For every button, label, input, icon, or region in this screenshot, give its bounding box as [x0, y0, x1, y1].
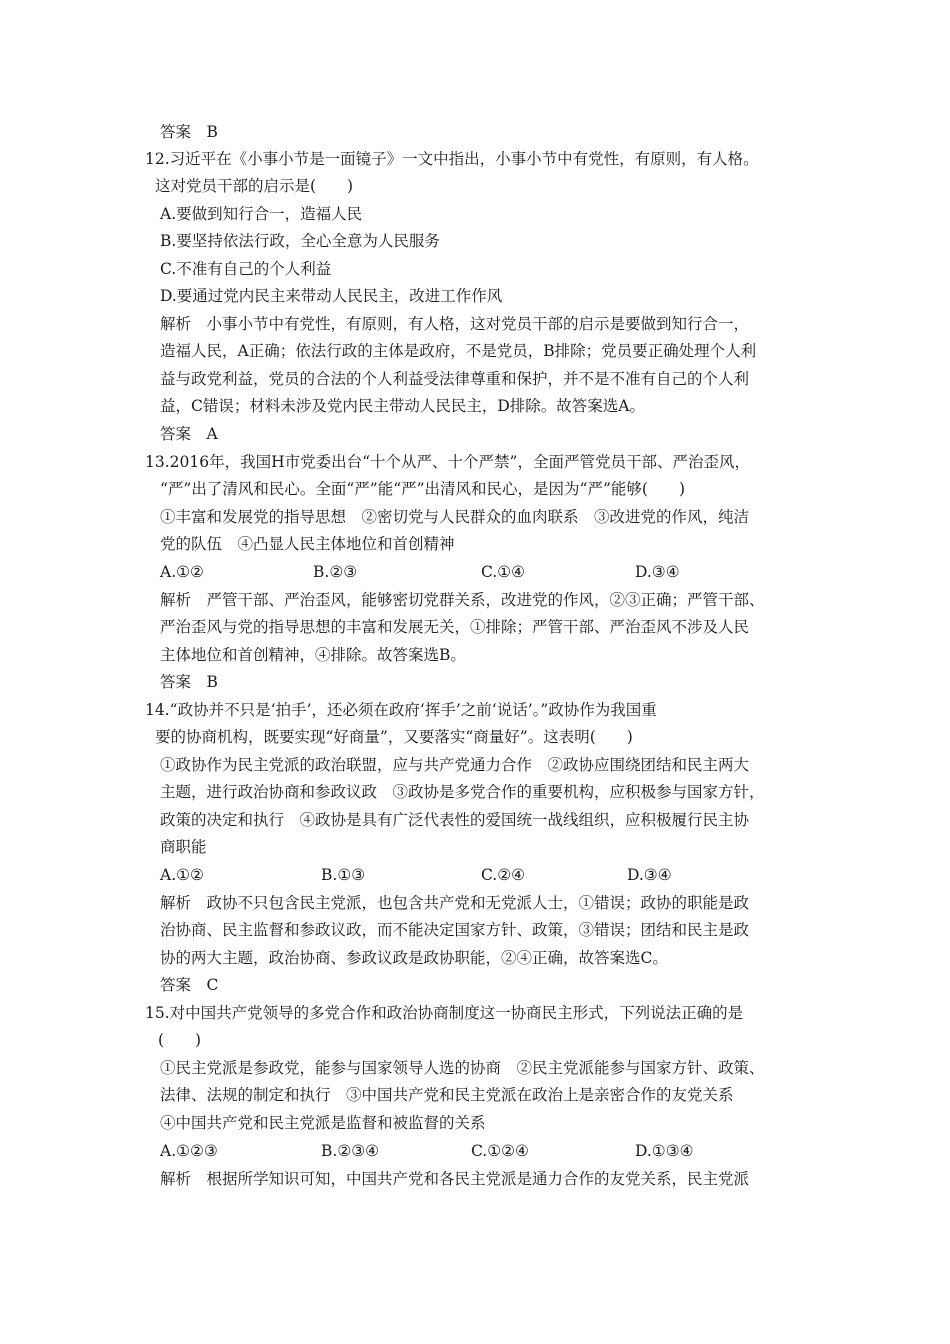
q14-analysis-line: 治协商、民主监督和参政议政，而不能决定国家方针、政策，③错误；团结和民主是政 [160, 921, 750, 939]
q13-analysis-line: 解析 严管干部、严治歪风，能够密切党群关系，改进党的作风，②③正确；严管干部、 [160, 591, 765, 609]
q12-analysis-line: 益与政党利益，党员的合法的个人利益受法律尊重和保护，并不是不准有自己的个人利 [160, 370, 750, 388]
q15-stem-line: ( ) [158, 1031, 202, 1049]
q15-option-c: C.①②④ [471, 1142, 529, 1160]
q14-option-d: D.③④ [627, 866, 672, 884]
q15-stem-line: ①民主党派是参政党，能参与国家领导人选的协商 ②民主党派能参与国家方针、政策、 [160, 1059, 765, 1077]
q15-stem-line: ④中国共产党和民主党派是监督和被监督的关系 [160, 1114, 486, 1132]
q14-stem-line: 商职能 [160, 838, 207, 856]
q14-analysis-line: 协的两大主题，政治协商、参政议政是政协职能，②④正确，故答案选C。 [160, 949, 668, 967]
q13-stem-line: 13.2016年，我国H市党委出台“十个从严、十个严禁”，全面严管党员干部、严治歪风， [145, 453, 750, 471]
q14-option-c: C.②④ [481, 866, 526, 884]
q14-stem-line: 14.“政协并不只是‘拍手’，还必须在政府‘挥手’之前‘说话’。”政协作为我国重 [145, 701, 657, 719]
q14-stem-line: ①政协作为民主党派的政治联盟，应与共产党通力合作 ②政协应围绕团结和民主两大 [160, 756, 750, 774]
q12-analysis-line: 益，C错误；材料未涉及党内民主带动人民民主，D排除。故答案选A。 [160, 397, 645, 415]
q14-stem-line: 要的协商机构，既要实现“好商量”，又要落实“商量好”。这表明( ) [155, 728, 633, 746]
q14-stem-line: 主题，进行政治协商和参政议政 ③政协是多党合作的重要机构，应积极参与国家方针， [160, 783, 765, 801]
q14-stem-line: 政策的决定和执行 ④政协是具有广泛代表性的爱国统一战线组织，应积极履行民主协 [160, 811, 750, 829]
q12-answer: 答案 A [160, 425, 218, 443]
q12-analysis-line: 造福人民，A正确；依法行政的主体是政府，不是党员，B排除；党员要正确处理个人利 [160, 342, 757, 360]
q13-stem-line: “严”出了清风和民心。全面“严”能“严”出清风和民心，是因为“严”能够( ) [160, 480, 685, 498]
q15-option-a: A.①②③ [160, 1142, 218, 1160]
q12-stem-line: 这对党员干部的启示是( ) [155, 177, 354, 195]
q15-stem-line: 15.对中国共产党领导的多党合作和政治协商制度这一协商民主形式，下列说法正确的是 [145, 1004, 744, 1022]
q12-option-c: C.不准有自己的个人利益 [160, 260, 332, 278]
q11-answer: 答案 B [160, 123, 218, 141]
q13-stem-line: 党的队伍 ④凸显人民主体地位和首创精神 [160, 535, 455, 553]
q12-option-a: A.要做到知行合一，造福人民 [160, 205, 363, 223]
q12-option-b: B.要坚持依法行政，全心全意为人民服务 [160, 232, 440, 250]
q13-stem-line: ①丰富和发展党的指导思想 ②密切党与人民群众的血肉联系 ③改进党的作风，纯洁 [160, 508, 750, 526]
q14-answer: 答案 C [160, 976, 219, 994]
q12-analysis-line: 解析 小事小节中有党性，有原则，有人格，这对党员干部的启示是要做到知行合一， [160, 315, 750, 333]
q13-analysis-line: 严治歪风与党的指导思想的丰富和发展无关，①排除；严管干部、严治歪风不涉及人民 [160, 618, 750, 636]
q14-option-a: A.①② [160, 866, 204, 884]
q13-answer: 答案 B [160, 673, 218, 691]
q13-analysis-line: 主体地位和首创精神，④排除。故答案选B。 [160, 646, 466, 664]
q14-option-b: B.①③ [321, 866, 366, 884]
q15-option-d: D.①③④ [635, 1142, 694, 1160]
q13-option-b: B.②③ [313, 563, 358, 581]
q15-option-b: B.②③④ [321, 1142, 380, 1160]
q13-option-c: C.①④ [481, 563, 526, 581]
q12-stem-line: 12.习近平在《小事小节是一面镜子》一文中指出，小事小节中有党性，有原则，有人格。 [145, 150, 759, 168]
q15-stem-line: 法律、法规的制定和执行 ③中国共产党和民主党派在政治上是亲密合作的友党关系 [160, 1086, 734, 1104]
q13-option-a: A.①② [160, 563, 204, 581]
q14-analysis-line: 解析 政协不只包含民主党派，也包含共产党和无党派人士，①错误；政协的职能是政 [160, 894, 750, 912]
q12-option-d: D.要通过党内民主来带动人民民主，改进工作作风 [160, 287, 503, 305]
q13-option-d: D.③④ [635, 563, 680, 581]
q15-analysis-line: 解析 根据所学知识可知，中国共产党和各民主党派是通力合作的友党关系，民主党派 [160, 1170, 750, 1188]
